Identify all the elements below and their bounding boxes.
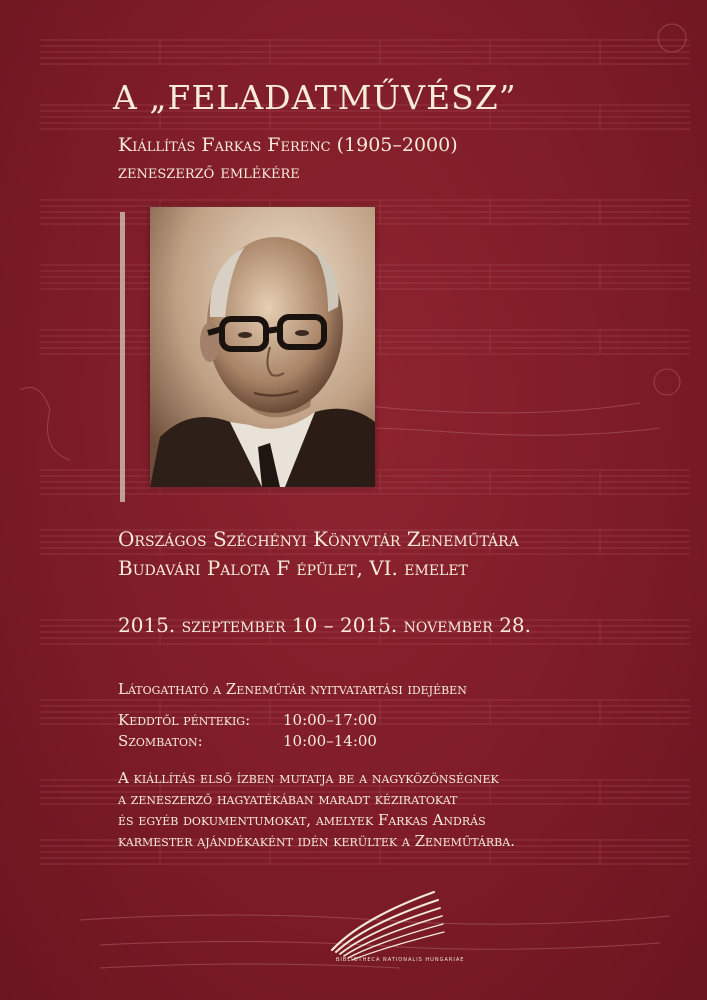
hours-day: Keddtől péntekig: xyxy=(118,711,251,729)
exhibition-title: A „FELADATMŰVÉSZ” xyxy=(113,78,517,117)
venue-line: Országos Széchényi Könyvtár Zeneműtára xyxy=(118,527,519,551)
description-line: és egyéb dokumentumokat, amelyek Farkas András xyxy=(118,811,486,829)
description-line: A kiállítás első ízben mutatja be a nagyközönségnek xyxy=(118,769,499,787)
description-line: a zeneszerző hagyatékában maradt kéziratokat xyxy=(118,790,458,808)
exhibition-dates: 2015. szeptember 10 – 2015. november 28. xyxy=(118,613,532,637)
hours-day: Szombaton: xyxy=(118,732,203,750)
portrait-icon xyxy=(150,207,375,487)
description-line: karmester ajándékaként idén kerültek a Zeneműtárba. xyxy=(118,832,515,850)
hours-row xyxy=(118,731,377,752)
opening-hours xyxy=(118,710,377,752)
opening-hours-intro: Látogatható a Zeneműtár nyitvatartási idejében xyxy=(118,680,467,698)
subtitle-line: Kiállítás Farkas Ferenc (1905–2000) xyxy=(118,134,458,156)
library-quill-logo-icon xyxy=(322,888,452,968)
decorative-vertical-bar xyxy=(120,212,125,502)
hours-row xyxy=(118,710,377,731)
hours-time: 10:00–14:00 xyxy=(283,732,377,750)
hours-time: 10:00–17:00 xyxy=(283,711,377,729)
portrait-photo xyxy=(150,207,375,487)
library-logo-text: BIBLIOTHECA NATIONALIS HUNGARIAE xyxy=(336,957,465,963)
exhibition-subtitle xyxy=(118,132,458,186)
venue-line: Budavári Palota F épület, VI. emelet xyxy=(118,556,468,580)
venue xyxy=(118,525,519,583)
exhibition-description xyxy=(118,768,515,852)
subtitle-line: zeneszerző emlékére xyxy=(118,161,300,183)
